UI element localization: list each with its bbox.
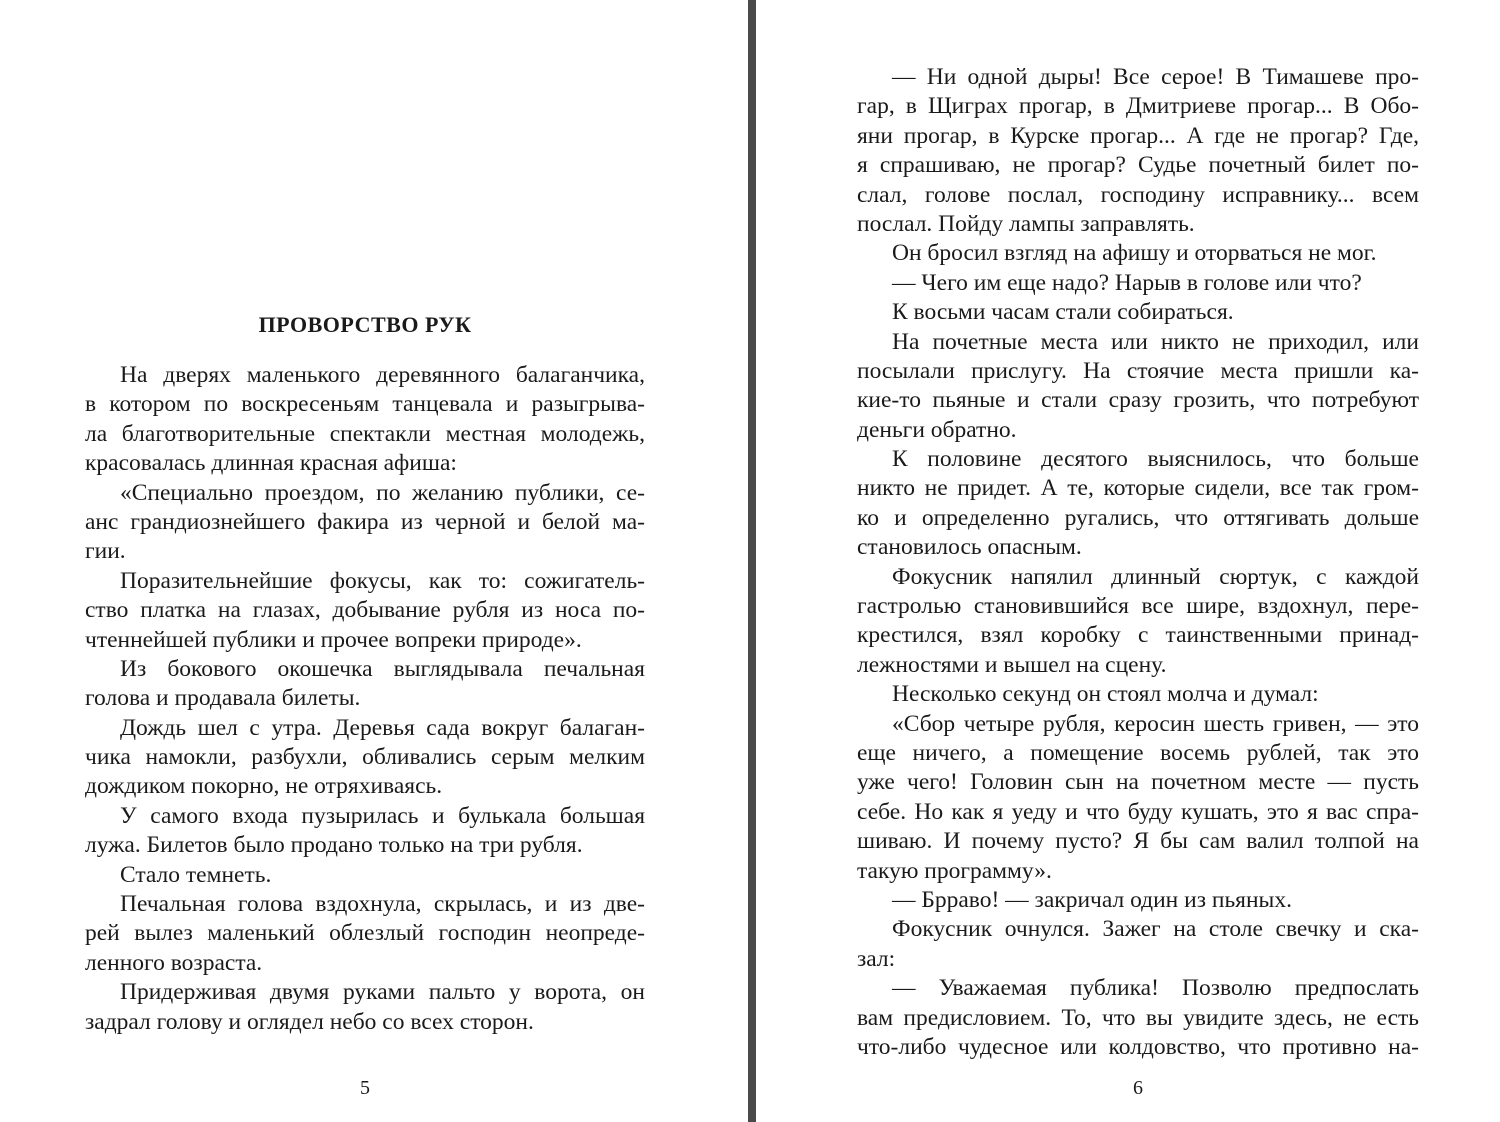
text-line: Он бросил взгляд на афишу и оторваться не мог. [892, 240, 1377, 267]
paragraph [857, 915, 1419, 974]
text-line: деньги обратно. [857, 416, 1017, 443]
page-number-right: 6 [1133, 1077, 1143, 1099]
text-line: гар, в Щиграх прогар, в Дмитриеве прогар... В Обо- [857, 93, 1419, 120]
text-line: чика намокли, разбухли, обливались серым мелким [85, 744, 645, 771]
text-line: Дождь шел с утра. Деревья сада вокруг балаган- [120, 714, 645, 741]
right-page [756, 0, 1500, 1122]
paragraph [85, 567, 645, 655]
text-line: лежностями и вышел на сцену. [857, 651, 1167, 678]
text-line: Стало темнеть. [120, 861, 272, 888]
text-line: Печальная голова вздохнула, скрылась, и из две- [120, 891, 645, 918]
text-line: Поразительнейшие фокусы, как то: сожигатель- [120, 567, 645, 594]
paragraph [857, 445, 1419, 563]
paragraph [85, 361, 645, 479]
text-line: еще ничего, а помещение восемь рублей, так это [857, 739, 1419, 766]
text-line: К восьми часам стали собираться. [892, 299, 1234, 326]
text-line: слал, голове послал, господину исправнику... всем [857, 181, 1419, 208]
text-line: я спрашиваю, не прогар? Судье почетный билет по- [857, 152, 1419, 179]
paragraph [85, 890, 645, 978]
text-line: Несколько секунд он стоял молча и думал: [892, 681, 1319, 708]
text-line: задрал голову и оглядел небо со всех сторон. [85, 1008, 534, 1035]
paragraph [857, 974, 1419, 1062]
paragraph [857, 298, 1419, 327]
text-line: послал. Пойду лампы заправлять. [857, 210, 1195, 237]
text-line: рей вылез маленький облезлый господин неопреде- [85, 920, 645, 947]
paragraph [857, 563, 1419, 681]
text-line: Из бокового окошечка выглядывала печальная [120, 655, 645, 682]
text-line: анс грандиознейшего факира из черной и белой ма- [85, 508, 645, 535]
text-line: У самого входа пузырилась и булькала большая [120, 802, 645, 829]
text-line: На почетные места или никто не приходил, или [892, 328, 1419, 355]
text-line: лужа. Билетов было продано только на три рубля. [85, 832, 583, 859]
text-line: вам предисловием. То, что вы увидите здесь, не есть [857, 1004, 1419, 1031]
text-line: ство платка на глазах, добывание рубля из носа по- [85, 597, 645, 624]
page-number-left: 5 [360, 1077, 370, 1099]
paragraph [857, 710, 1419, 886]
text-line: уже чего! Головин сын на почетном месте — пусть [857, 769, 1419, 796]
text-line: «Сбор четыре рубля, керосин шесть гривен, — это [892, 710, 1419, 737]
chapter-title: ПРОВОРСТВО РУК [258, 312, 472, 337]
text-line: На дверях маленького деревянного балаганчика, [120, 362, 645, 388]
text-line: ла благотворительные спектакли местная молодежь, [85, 420, 645, 447]
text-line: ленного возраста. [85, 949, 263, 976]
text-line: кие-то пьяные и стали сразу грозить, что потребуют [857, 387, 1419, 414]
paragraph [857, 680, 1419, 709]
paragraph [85, 655, 645, 714]
paragraph [85, 714, 645, 802]
text-line: чтеннейшей публики и прочее вопреки природе». [85, 626, 582, 653]
text-line: никто не придет. А те, которые сидели, все так гром- [857, 475, 1419, 502]
text-line: себе. Но как я уеду и что буду кушать, это я вас спра- [857, 798, 1419, 825]
left-page [0, 0, 748, 1122]
text-line: зал: [857, 945, 896, 972]
text-line: — Уважаемая публика! Позволю предпослать [892, 975, 1419, 1002]
text-line: красовалась длинная красная афиша: [85, 450, 457, 477]
text-line: что-либо чудесное или колдовство, что противно на- [857, 1033, 1419, 1060]
text-line: — Чего им еще надо? Нарыв в голове или что? [892, 269, 1362, 296]
paragraph [857, 886, 1419, 915]
text-line: в котором по воскресеньям танцевала и разыгрыва- [85, 391, 645, 418]
text-line: ко и определенно ругались, что оттягивать дольше [857, 504, 1419, 531]
text-line: голова и продавала билеты. [85, 685, 361, 712]
text-line: гии. [85, 538, 126, 565]
text-line: Фокусник очнулся. Зажег на столе свечку и ска- [892, 916, 1419, 943]
paragraph [85, 978, 645, 1037]
text-line: яни прогар, в Курске прогар... А где не прогар? Где, [857, 122, 1419, 149]
book-spine [748, 0, 756, 1122]
text-line: Придерживая двумя руками пальто у ворота, он [120, 979, 645, 1006]
paragraph [857, 63, 1419, 239]
paragraph [857, 239, 1419, 268]
text-line: «Специально проездом, по желанию публики, се- [120, 479, 645, 506]
text-line: К половине десятого выяснилось, что больше [892, 446, 1419, 473]
text-line: становилось опасным. [857, 534, 1082, 561]
paragraph [85, 861, 645, 890]
text-line: — Брраво! — закричал один из пьяных. [892, 886, 1292, 913]
text-line: посылали прислугу. На стоячие места пришли ка- [857, 357, 1419, 384]
text-line: шиваю. И почему пусто? Я бы сам валил толпой на [857, 828, 1419, 855]
paragraph [85, 802, 645, 861]
text-line: такую программу». [857, 857, 1052, 884]
left-page-text [85, 361, 645, 1037]
text-line: гастролью становившийся все шире, вздохнул, пере- [857, 593, 1419, 620]
text-line: крестился, взял коробку с таинственными принад- [857, 622, 1419, 649]
paragraph [857, 269, 1419, 298]
right-page-text [857, 63, 1419, 1062]
paragraph [857, 328, 1419, 446]
text-line: дождиком покорно, не отряхиваясь. [85, 773, 443, 800]
text-line: — Ни одной дыры! Все серое! В Тимашеве про- [892, 64, 1419, 90]
paragraph [85, 479, 645, 567]
text-line: Фокусник напялил длинный сюртук, с каждой [892, 563, 1419, 590]
